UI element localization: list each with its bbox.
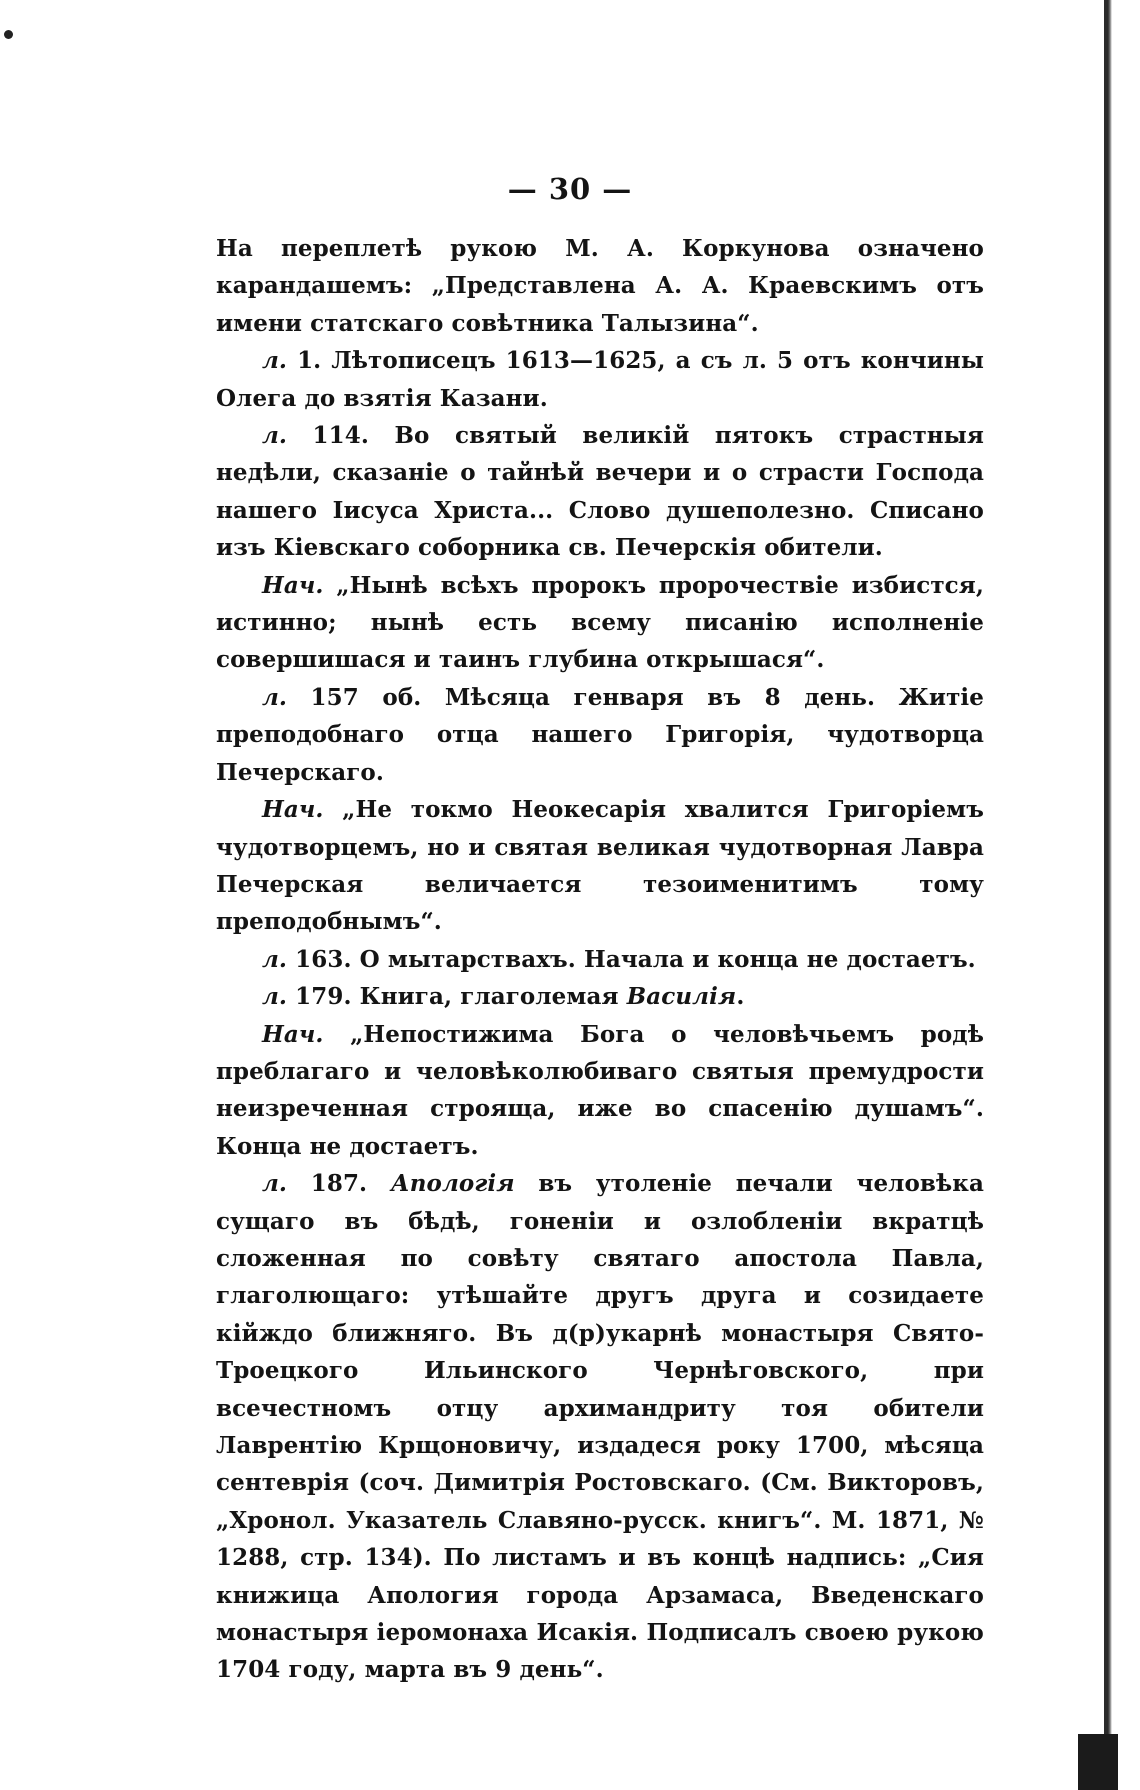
paragraph: На переплетѣ рукою М. А. Коркунова означено карандашемъ: „Представлена А. А. Краевскимъ отъ имени статскаго совѣтника Талызина“. <box>216 235 984 337</box>
paragraph: л. 163. О мытарствахъ. Начала и конца не достаетъ. <box>262 945 976 973</box>
paragraph: л. 157 об. Мѣсяца генваря въ 8 день. Житіе преподобнаго отца нашего Григорія, чудотворца Печерскаго. <box>216 683 984 786</box>
paragraph: л. 114. Во святый великій пятокъ страстныя недѣли, сказаніе о тайнѣй вечери и о страсти Господа нашего Іисуса Христа... Слово душеполезно. Списано изъ Кіевскаго соборника св. Печерскія обители. <box>216 422 984 562</box>
page-body <box>216 230 984 1689</box>
paragraph: Нач. „Не токмо Неокесарія хвалится Григоріемъ чудотворцемъ, но и святая великая чудотворная Лавра Печерская величается тезоименитимъ тому преподобнымъ“. <box>216 796 984 936</box>
page-number: — 30 — <box>507 172 633 206</box>
scan-edge-line <box>1104 0 1112 1790</box>
paragraph: л. 1. Лѣтописецъ 1613—1625, а съ л. 5 отъ кончины Олега до взятія Казани. <box>216 347 984 412</box>
paragraph: л. 179. Книга, глаголемая Василія. <box>262 983 745 1011</box>
scan-edge-shadow <box>1078 1734 1118 1790</box>
scan-speck <box>4 30 13 39</box>
paragraph: Нач. „Нынѣ всѣхъ пророкъ пророчествіе избистся, истинно; нынѣ есть всему писанію исполненіе совершишася и таинъ глубина открышася“. <box>216 571 984 674</box>
paragraph: л. 187. Апологія въ утоленіе печали человѣка сущаго въ бѣдѣ, гоненіи и озлобленіи вкратцѣ сложенная по совѣту святаго апостола Павла, глаголющаго: утѣшайте другъ друга и созидаете кійждо ближняго. Въ д(р)укарнѣ монастыря Свято-Троецкого Ильинского Чернѣговского, при всечестномъ отцу архимандриту тоя обители Лаврентію Крщоновичу, издадеся року 1700, мѣсяца сентеврія (соч. Димитрія Ростовскаго. (См. Викторовъ, „Хронол. Указатель Славяно-русск. книгъ“. М. 1871, № 1288, стр. 134). По листамъ и въ концѣ надпись: „Сия книжица Апология города Арзамаса, Введенскаго монастыря іеромонаха Исакія. Подписалъ своею рукою 1704 году, марта въ 9 день“. <box>216 1170 985 1684</box>
paragraph: Нач. „Непостижима Бога о человѣчьемъ родѣ преблагаго и человѣколюбиваго святыя премудрости неизреченная строяща, иже во спасенію душамъ“. Конца не достаетъ. <box>216 1020 984 1160</box>
